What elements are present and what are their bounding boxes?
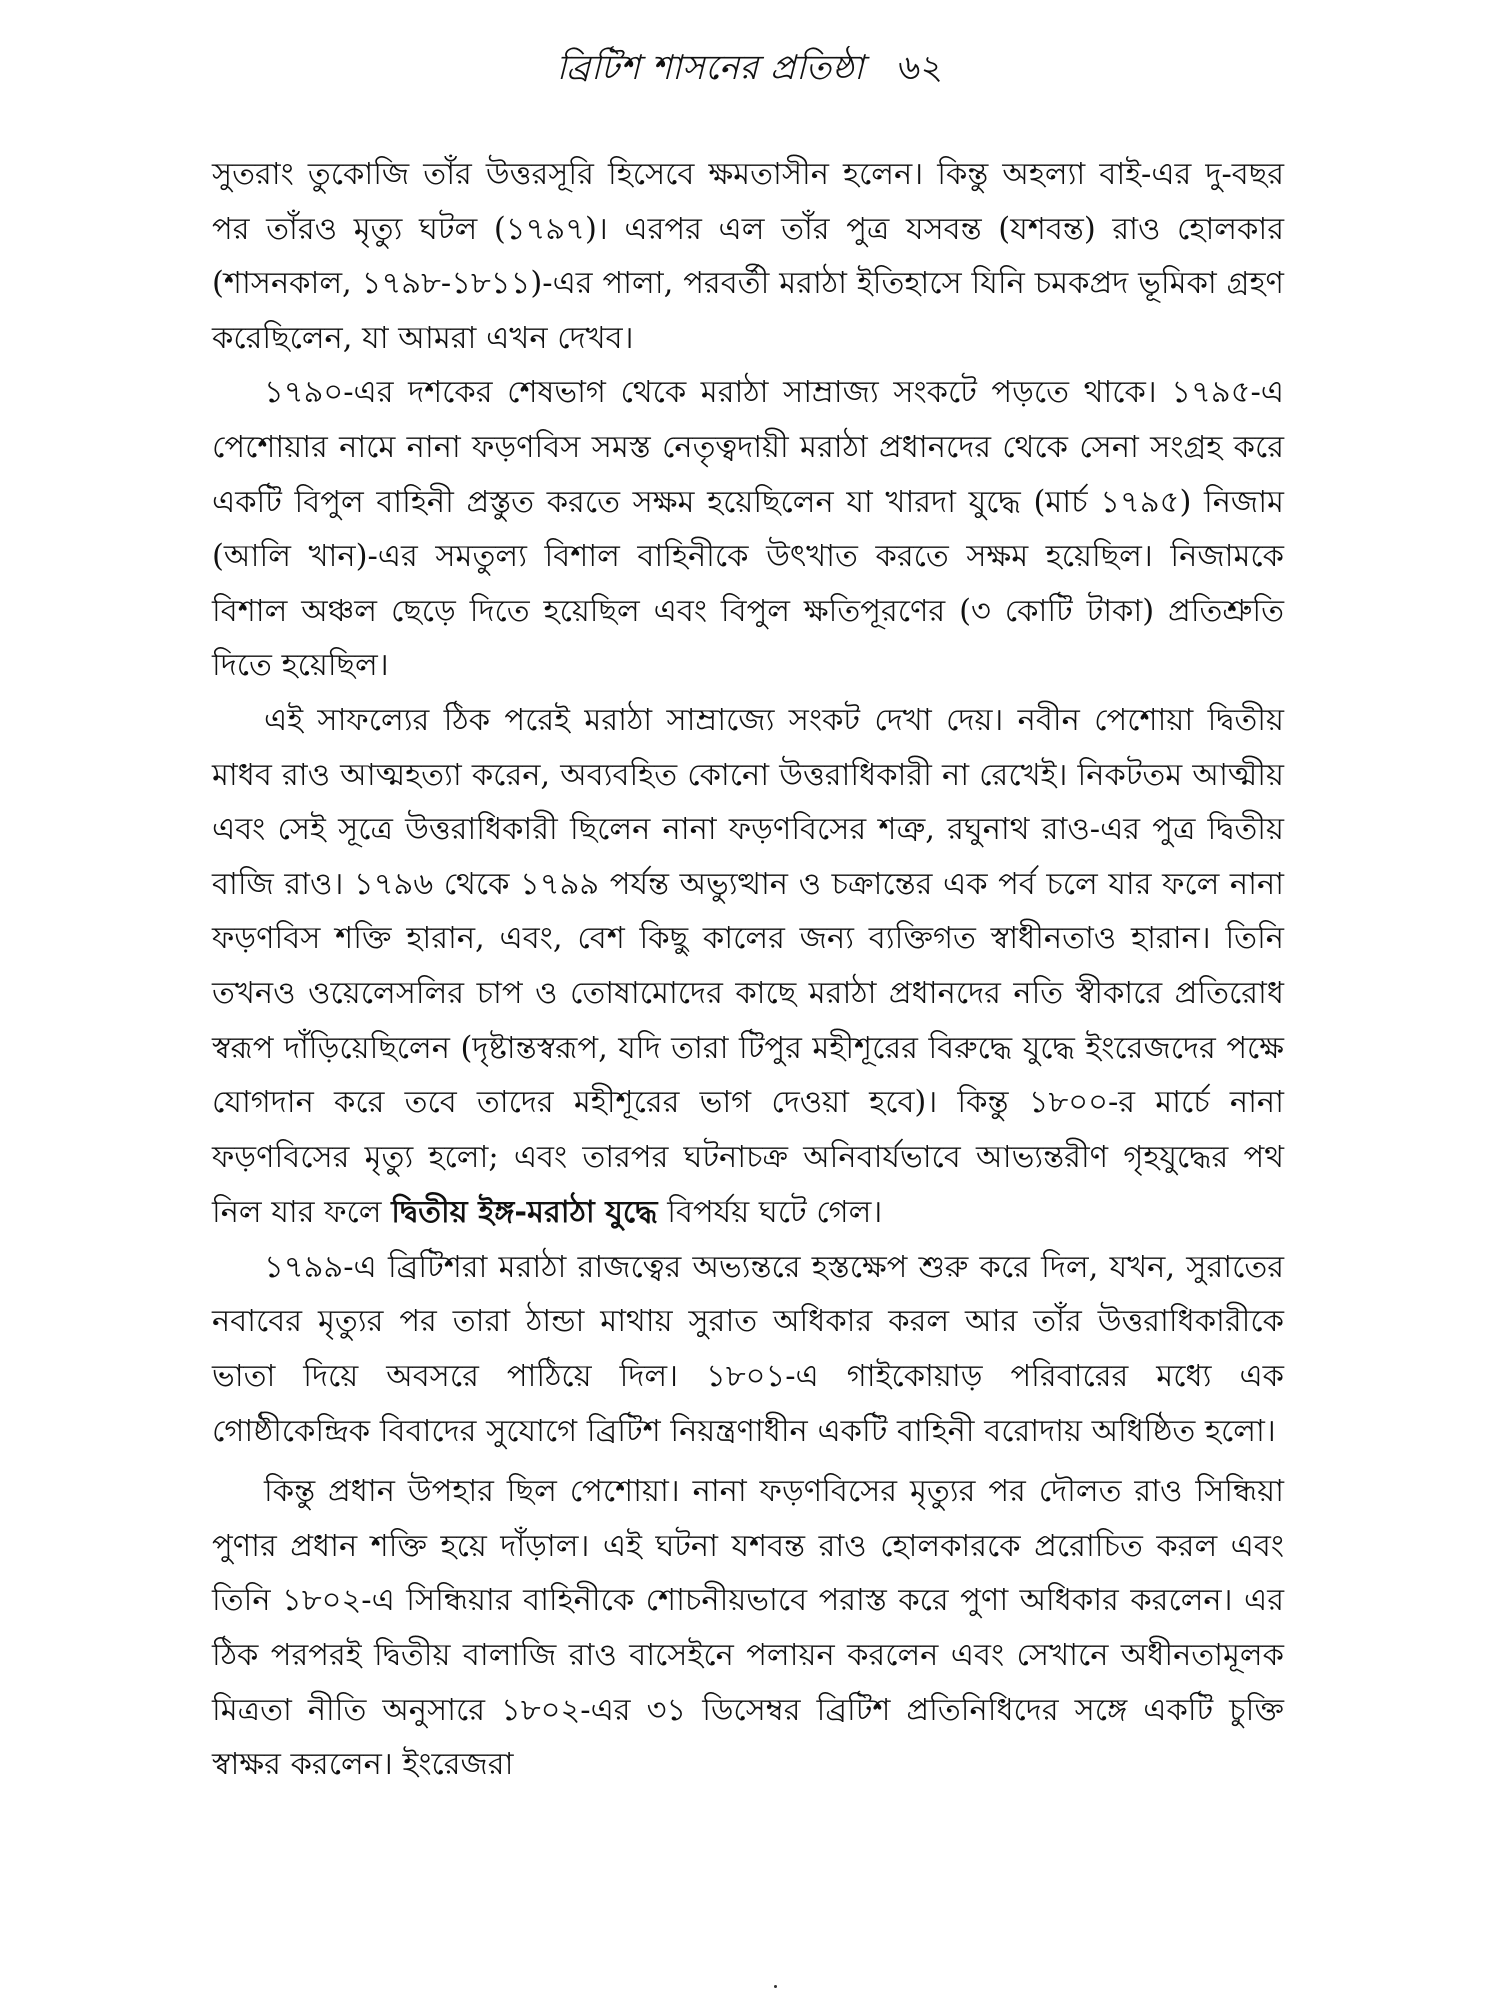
paragraph-1: সুতরাং তুকোজি তাঁর উত্তরসূরি হিসেবে ক্ষমতাসীন হলেন। কিন্তু অহল্যা বাই-এর দু-বছর পর তাঁরও মৃত্যু ঘটল (১৭৯৭)। এরপর এল তাঁর পুত্র যসবন্ত (যশবন্ত) রাও হোলকার (শাসনকাল, ১৭৯৮-১৮১১)-এর পালা, পরবর্তী মরাঠা ইতিহাসে যিনি চমকপ্রদ ভূমিকা গ্রহণ করেছিলেন, যা আমরা এখন দেখব। xyxy=(212,157,1284,356)
paragraph-4: ১৭৯৯-এ ব্রিটিশরা মরাঠা রাজত্বের অভ্যন্তরে হস্তক্ষেপ শুরু করে দিল, যখন, সুরাতের নবাবের মৃত্যুর পর তারা ঠান্ডা মাথায় সুরাত অধিকার করল আর তাঁর উত্তরাধিকারীকে ভাতা দিয়ে অবসরে পাঠিয়ে দিল। ১৮০১-এ গাইকোয়াড় পরিবারের মধ্যে এক গোষ্ঠীকেন্দ্রিক বিবাদের সুযোগে ব্রিটিশ নিয়ন্ত্রণাধীন একটি বাহিনী বরোদায় অধিষ্ঠিত হলো। xyxy=(212,1249,1284,1449)
body-text xyxy=(212,148,1284,1793)
paragraph-5: কিন্তু প্রধান উপহার ছিল পেশোয়া। নানা ফড়ণবিসের মৃত্যুর পর দৌলত রাও সিন্ধিয়া পুণার প্রধান শক্তি হয়ে দাঁড়াল। এই ঘটনা যশবন্ত রাও হোলকারকে প্ররোচিত করল এবং তিনি ১৮০২-এ সিন্ধিয়ার বাহিনীকে শোচনীয়ভাবে পরাস্ত করে পুণা অধিকার করলেন। এর ঠিক পরপরই দ্বিতীয় বালাজি রাও বাসেইনে পলায়ন করলেন এবং সেখানে অধীনতামূলক মিত্রতা নীতি অনুসারে ১৮০২-এর ৩১ ডিসেম্বর ব্রিটিশ প্রতিনিধিদের সঙ্গে একটি চুক্তি স্বাক্ষর করলেন। ইংরেজরা xyxy=(212,1474,1284,1783)
chapter-title: ব্রিটিশ শাসনের প্রতিষ্ঠা xyxy=(556,48,865,88)
paragraph-3-text-after: বিপর্যয় ঘটে গেল। xyxy=(657,1195,883,1231)
page-number: ৬২ xyxy=(898,48,944,88)
paragraph-2: ১৭৯০-এর দশকের শেষভাগ থেকে মরাঠা সাম্রাজ্য সংকটে পড়তে থাকে। ১৭৯৫-এ পেশোয়ার নামে নানা ফড়ণবিস সমস্ত নেতৃত্বদায়ী মরাঠা প্রধানদের থেকে সেনা সংগ্রহ করে একটি বিপুল বাহিনী প্রস্তুত করতে সক্ষম হয়েছিলেন যা খারদা যুদ্ধে (মার্চ ১৭৯৫) নিজাম (আলি খান)-এর সমতুল্য বিশাল বাহিনীকে উৎখাত করতে সক্ষম হয়েছিল। নিজামকে বিশাল অঞ্চল ছেড়ে দিতে হয়েছিল এবং বিপুল ক্ষতিপূরণের (৩ কোটি টাকা) প্রতিশ্রুতি দিতে হয়েছিল। xyxy=(212,375,1284,684)
page-mark xyxy=(774,1985,777,1988)
paragraph-3-bold-term: দ্বিতীয় ইঙ্গ-মরাঠা যুদ্ধে xyxy=(391,1194,658,1231)
paragraph-3 xyxy=(212,694,1284,1241)
running-header xyxy=(0,42,1500,99)
paragraph-3-text-before: এই সাফল্যের ঠিক পরেই মরাঠা সাম্রাজ্যে সংকট দেখা দেয়। নবীন পেশোয়া দ্বিতীয় মাধব রাও আত্মহত্যা করেন, অব্যবহিত কোনো উত্তরাধিকারী না রেখেই। নিকটতম আত্মীয় এবং সেই সূত্রে উত্তরাধিকারী ছিলেন নানা ফড়ণবিসের শত্রু, রঘুনাথ রাও-এর পুত্র দ্বিতীয় বাজি রাও। ১৭৯৬ থেকে ১৭৯৯ পর্যন্ত অভ্যুত্থান ও চক্রান্তের এক পর্ব চলে যার ফলে নানা ফড়ণবিস শক্তি হারান, এবং, বেশ কিছু কালের জন্য ব্যক্তিগত স্বাধীনতাও হারান। তিনি তখনও ওয়েলেসলির চাপ ও তোষামোদের কাছে মরাঠা প্রধানদের নতি স্বীকারে প্রতিরোধ স্বরূপ দাঁড়িয়েছিলেন (দৃষ্টান্তস্বরূপ, যদি তারা টিপুর মহীশূরের বিরুদ্ধে যুদ্ধে ইংরেজদের পক্ষে যোগদান করে তবে তাদের মহীশূরের ভাগ দেওয়া হবে)। কিন্তু ১৮০০-র মার্চে নানা ফড়ণবিসের মৃত্যু হলো; এবং তারপর ঘটনাচক্র অনিবার্যভাবে আভ্যন্তরীণ গৃহযুদ্ধের পথ নিল যার ফলে xyxy=(212,702,1284,1231)
